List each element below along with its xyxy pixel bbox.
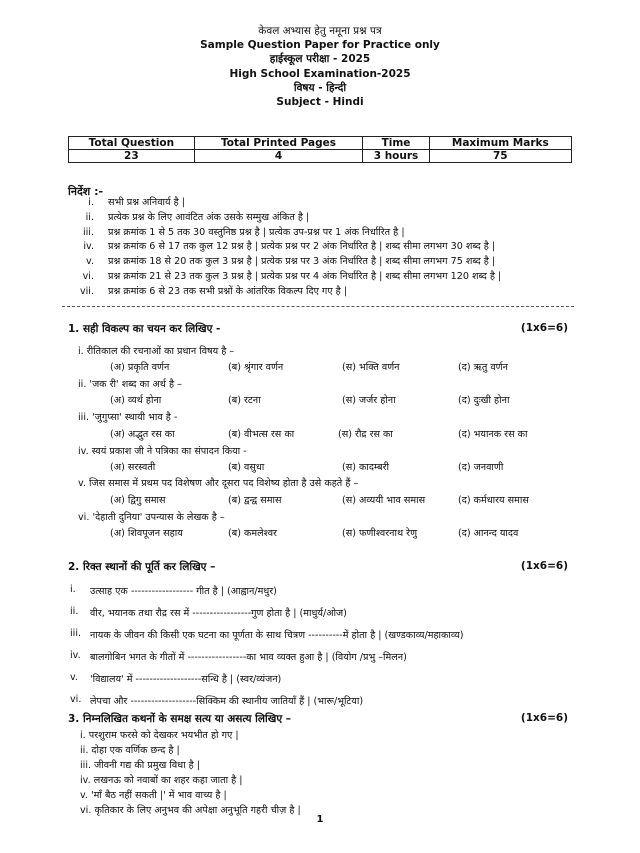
q1-option: (ब) वीभत्स रस का [228,429,295,440]
q3-item: ii. दोहा एक वर्णिक छन्द है | [80,745,180,756]
q3-item: iv. लखनऊ को नवाबों का शहर कहा जाता है | [80,775,243,786]
q2-item-text: नायक के जीवन की किसी एक घटना का पूर्णता के साथ चित्रण ----------में होता है | (खण्डकाव्य/महाकाव्य) [90,630,464,641]
q1-item-question: v. जिस समास में प्रथम पद विशेषण और दूसरा पद विशेष्य होता है उसे कहते हैं – [78,478,359,489]
paper-header [0,24,640,109]
q1-option: (स) कादम्बरी [342,462,389,473]
q2-title: 2. रिक्त स्थानों की पूर्ति कर लिखिए – [68,561,216,573]
q2-item-number: vi. [70,694,82,705]
instruction-item [68,196,568,211]
instruction-item [68,226,568,241]
q1-marks: (1x6=6) [520,322,568,334]
q2-item-number: iii. [70,628,82,639]
q1-option: (अ) अद्भुत रस का [110,429,175,440]
q1-option: (द) आनन्द यादव [458,528,519,539]
summary-value-cell: 23 [69,150,195,163]
instruction-text: प्रश्न क्रमांक 21 से 23 तक कुल 3 प्रश्न है | प्रत्येक प्रश्न पर 4 अंक निर्धारित है | शब्द सीमा लगभग 120 शब्द है | [108,270,502,282]
q1-option: (ब) द्वन्द्व समास [228,495,282,506]
instruction-text: प्रश्न क्रमांक 18 से 20 तक कुल 3 प्रश्न है | प्रत्येक प्रश्न पर 3 अंक निर्धारित है | शब्द सीमा लगभग 75 शब्द है | [108,256,496,268]
instruction-text: प्रत्येक प्रश्न के लिए आवंटित अंक उसके सम्मुख अंकित है | [108,211,310,223]
paper-summary-table [68,136,572,163]
q1-option: (द) कर्मधारय समास [458,495,529,506]
q1-item-question: iv. स्वयं प्रकाश जी ने पत्रिका का संपादन किया - [78,446,247,457]
q1-option: (ब) श्रृंगार वर्णन [228,362,284,373]
instructions-title: निर्देश :- [68,185,104,198]
instruction-number: vii. [79,285,94,297]
q1-option: (स) रौद्र रस का [338,429,393,440]
q3-marks: (1x6=6) [520,712,568,724]
instruction-number: i. [88,197,94,208]
q1-option: (अ) द्विगु समास [110,495,166,506]
instruction-item [68,255,568,270]
q2-item-number: iv. [70,650,81,661]
q1-option: (द) दुःखी होना [458,395,510,406]
header-english-title: Sample Question Paper for Practice only [200,39,440,52]
q1-option: (अ) प्रकृति वर्णन [110,362,170,373]
summary-value-row [69,150,572,163]
instruction-number: iii. [82,226,94,238]
instruction-number: iv. [83,241,94,253]
q1-item-question: ii. 'जक री' शब्द का अर्थ है – [78,379,182,390]
q2-item-text: बालगोबिन भगत के गीतों में -----------------का भाव व्यक्त हुआ है | (वियोग /प्रभु –मिलन) [90,652,407,663]
q3-item: i. परशुराम फरसे को देखकर भयभीत हो गए | [80,730,239,741]
q2-item-text: 'विद्यालय' में -------------------सन्धि है | (स्वर/व्यंजन) [90,674,282,685]
q3-item: v. 'माँ बैठ नहीं सकती |' में भाव वाच्य है | [80,790,227,801]
instruction-number: ii. [85,211,94,223]
q3-title: 3. निम्नलिखित कथनों के समक्ष सत्य या असत्य लिखिए – [68,713,292,725]
q1-item-question: iii. 'जुगुप्सा' स्थायी भाव है - [78,412,178,423]
q1-option: (स) भक्ति वर्णन [342,362,400,373]
q2-item-text: लेपचा और -------------------सिक्किम की स्थानीय जातियाँ हैं | (भारू/भूटिया) [90,696,364,707]
summary-value-cell: 75 [429,150,571,163]
q1-option: (ब) वसुधा [228,462,265,473]
header-exam-english: High School Examination-2025 [229,67,411,80]
instruction-number: vi. [82,270,94,282]
q1-option: (स) फणीश्वरनाथ रेणु [342,528,418,539]
summary-value-cell: 3 hours [363,150,429,163]
q1-option: (स) अव्ययी भाव समास [342,495,426,506]
instruction-text: प्रश्न क्रमांक 6 से 23 तक सभी प्रश्नों के आंतरिक विकल्प दिए गए है | [108,285,348,297]
summary-header-row [69,137,572,150]
q1-option: (ब) कमलेश्वर [228,528,277,539]
q1-option: (द) ऋतु वर्णन [458,362,508,373]
q1-title: 1. सही विकल्प का चयन कर लिखिए - [68,323,221,335]
q3-item: vi. कृतिकार के लिए अनुभव की अपेक्षा अनुभूति गहरी चीज़ है | [80,805,301,816]
instructions-list [68,196,568,300]
instruction-item [68,285,568,300]
q1-option: (अ) सरस्वती [110,462,156,473]
q1-option: (द) जनवाणी [458,462,504,473]
q1-option: (ब) रटना [228,395,261,406]
instruction-item [68,240,568,255]
q2-item-number: v. [70,672,78,683]
page-number: 1 [316,814,324,825]
summary-header-cell: Time [363,137,429,150]
q1-option: (अ) शिवपूजन सहाय [110,528,183,539]
instruction-number: v. [86,256,94,268]
q1-option: (स) जर्जर होना [342,395,396,406]
q2-item-text: उत्साह एक ------------------ गीत है | (आह्वान/मधुर) [90,586,277,597]
section-divider [62,306,574,307]
q2-marks: (1x6=6) [520,560,568,572]
instruction-text: सभी प्रश्न अनिवार्य है | [108,197,186,208]
header-subject-english: Subject - Hindi [276,96,364,109]
q2-item-number: i. [70,584,76,595]
header-hindi-title: केवल अभ्यास हेतु नमूना प्रश्न पत्र [258,25,382,37]
summary-value-cell: 4 [194,150,363,163]
q1-option: (द) भयानक रस का [458,429,528,440]
header-subject-hindi: विषय - हिन्दी [293,81,347,94]
q1-item-question: vi. 'देहाती दुनिया' उपन्यास के लेखक है – [78,512,225,523]
header-exam-hindi: हाईस्कूल परीक्षा - 2025 [269,53,371,66]
instruction-item [68,211,568,226]
instruction-text: प्रश्न क्रमांक 1 से 5 तक 30 वस्तुनिष्ठ प्रश्न है | प्रत्येक उप-प्रश्न पर 1 अंक निर्धारित है | [108,226,405,238]
q2-item-text: वीर, भयानक तथा रौद्र रस में -----------------गुण होता है | (माधुर्य/ओज) [90,608,347,619]
q2-item-number: ii. [70,606,79,617]
summary-header-cell: Maximum Marks [429,137,571,150]
instruction-text: प्रश्न क्रमांक 6 से 17 तक कुल 12 प्रश्न है | प्रत्येक प्रश्न पर 2 अंक निर्धारित है | शब्द सीमा लगभग 30 शब्द है | [108,241,496,253]
summary-header-cell: Total Question [69,137,195,150]
q3-item: iii. जीवनी गद्य की प्रमुख विधा है | [80,760,201,771]
q1-item-question: i. रीतिकाल की रचनाओं का प्रधान विषय है – [78,346,235,357]
summary-header-cell: Total Printed Pages [194,137,363,150]
q1-option: (अ) व्यर्थ होना [110,395,162,406]
instruction-item [68,270,568,285]
